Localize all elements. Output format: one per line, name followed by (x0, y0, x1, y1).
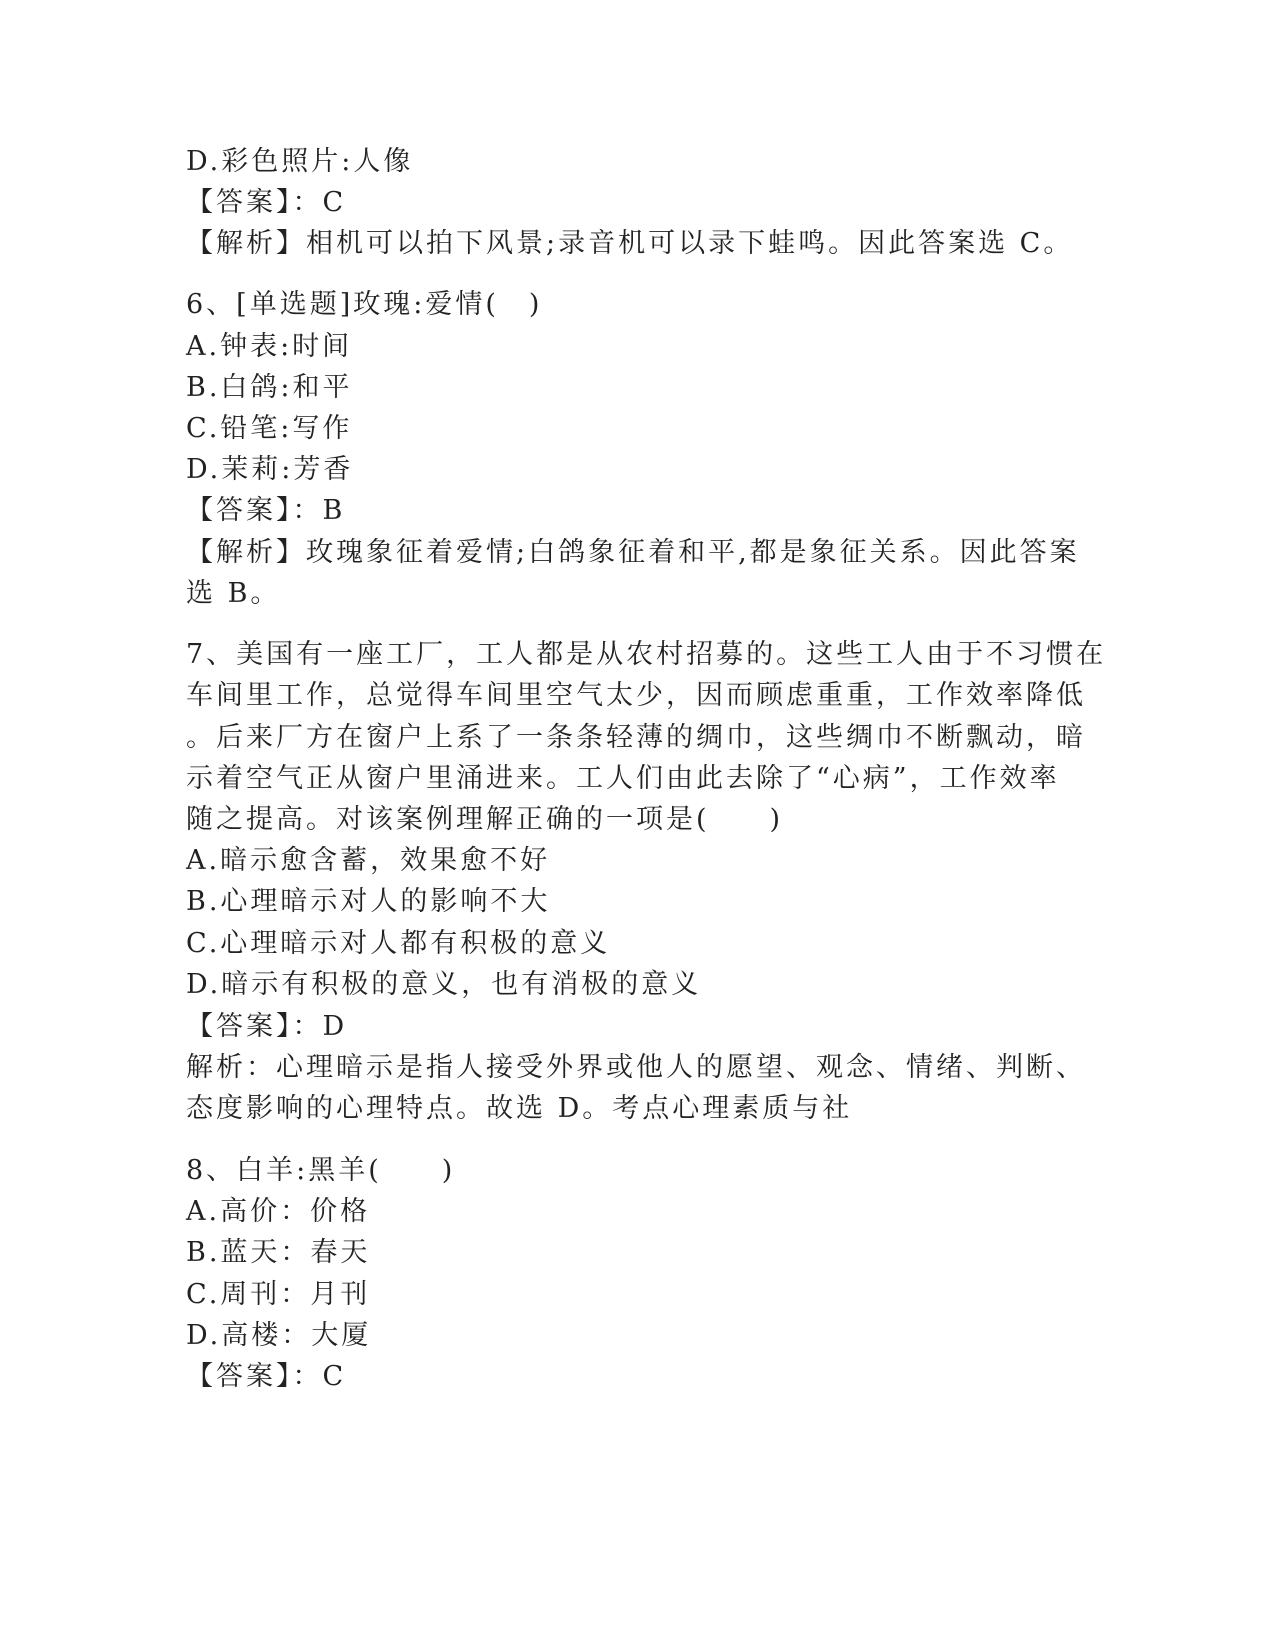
q8-option-c: C.周刊：月刊 (186, 1279, 371, 1310)
q6-analysis-line: 选 B。 (186, 578, 281, 609)
q7-option-b: B.心理暗示对人的影响不大 (186, 886, 551, 917)
q7-answer: 【答案】：D (186, 1011, 348, 1042)
q6-option-c: C.铅笔:写作 (186, 413, 353, 444)
q7-option-d: D.暗示有积极的意义，也有消极的意义 (186, 969, 702, 1000)
q5-option-d: D.彩色照片:人像 (186, 146, 414, 177)
q8-option-b: B.蓝天：春天 (186, 1237, 371, 1268)
q7-analysis-line: 解析：心理暗示是指人接受外界或他人的愿望、观念、情绪、判断、 (186, 1052, 1086, 1083)
q6-option-d: D.茉莉:芳香 (186, 454, 354, 485)
q8-option-d: D.高楼：大厦 (186, 1320, 372, 1351)
q5-analysis: 【解析】相机可以拍下风景;录音机可以录下蛙鸣。因此答案选 C。 (186, 228, 1074, 259)
q7-stem-line: 7、美国有一座工厂，工人都是从农村招募的。这些工人由于不习惯在 (186, 639, 1107, 670)
q6-stem: 6、[单选题]玫瑰:爱情( ) (186, 289, 543, 320)
q7-analysis-line: 态度影响的心理特点。故选 D。考点心理素质与社 (186, 1093, 853, 1124)
q7-stem-line: 随之提高。对该案例理解正确的一项是( ) (186, 804, 784, 835)
q7-option-a: A.暗示愈含蓄，效果愈不好 (186, 845, 551, 876)
q6-analysis-line: 【解析】玫瑰象征着爱情;白鸽象征着和平,都是象征关系。因此答案 (186, 537, 1080, 568)
q8-answer: 【答案】：C (186, 1361, 347, 1392)
q7-stem-line: 车间里工作，总觉得车间里空气太少，因而顾虑重重，工作效率降低 (186, 680, 1086, 711)
q8-stem: 8、白羊:黑羊( ) (186, 1155, 456, 1186)
q5-answer: 【答案】：C (186, 187, 347, 218)
q6-answer: 【答案】：B (186, 495, 346, 526)
q7-option-c: C.心理暗示对人都有积极的意义 (186, 928, 611, 959)
q8-option-a: A.高价：价格 (186, 1196, 371, 1227)
q6-option-a: A.钟表:时间 (186, 331, 353, 362)
q7-stem-line: 。后来厂方在窗户上系了一条条轻薄的绸巾，这些绸巾不断飘动，暗 (186, 722, 1086, 753)
q6-option-b: B.白鸽:和平 (186, 372, 353, 403)
q7-stem-line: 示着空气正从窗户里涌进来。工人们由此去除了“心病”，工作效率 (186, 763, 1060, 794)
